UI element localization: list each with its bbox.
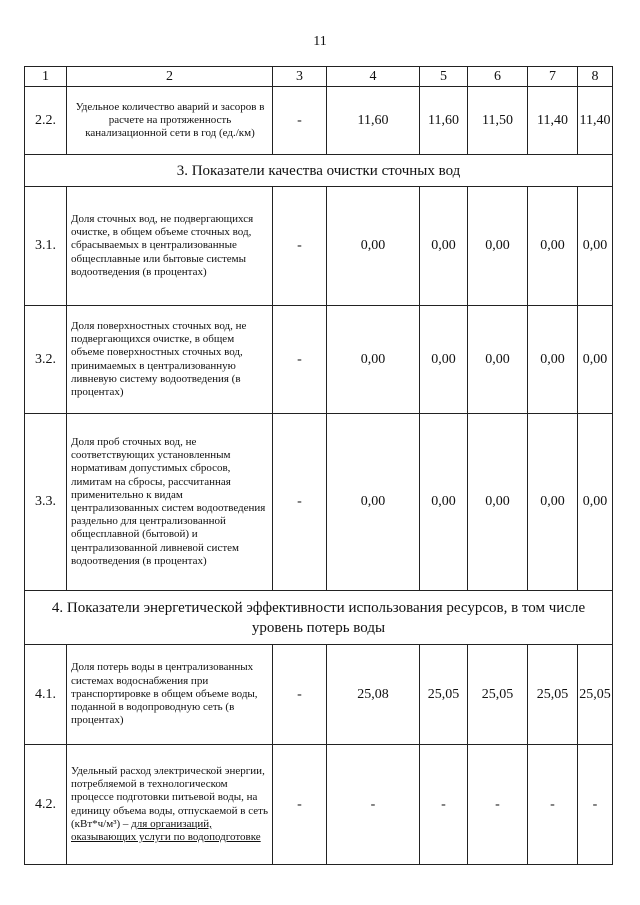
section-title: 3. Показатели качества очистки сточных вод [25,155,613,187]
value-cell: 0,00 [578,306,613,414]
page-number: 11 [313,34,327,49]
value-cell: 25,05 [420,645,468,745]
value-cell: 11,60 [420,87,468,155]
table-row [25,745,613,865]
value-cell: 0,00 [528,187,578,306]
row-description: Доля поверхностных сточных вод, не подвергающихся очистке, в общем объеме поверхностных сточных вод, принимаемых в централизованную ливневую систему водоотведения (в процентах) [67,306,273,414]
row-description: Доля потерь воды в централизованных системах водоснабжения при транспортировке в общем объеме воды, поданной в водопроводную сеть (в процентах) [67,645,273,745]
section-row [25,155,613,187]
indicators-table [24,66,613,865]
header-cell: 1 [25,67,67,87]
table-row [25,187,613,306]
value-cell: - [578,745,613,865]
row-description-text: Удельный расход электрической энергии, потребляемой в технологическом процессе подготовки питьевой воды, на единицу объема воды, отпускаемой в сеть (кВт*ч/м³) – [71,764,268,830]
row-unit: - [273,87,327,155]
row-unit: - [273,645,327,745]
value-cell: - [468,745,528,865]
section-row [25,591,613,645]
section-title: 4. Показатели энергетической эффективности использования ресурсов, в том числе уровень потерь воды [25,591,613,645]
row-number: 2.2. [25,87,67,155]
header-cell: 3 [273,67,327,87]
value-cell: 0,00 [468,414,528,591]
table-row [25,306,613,414]
value-cell: 25,05 [528,645,578,745]
header-cell: 4 [327,67,420,87]
row-number: 4.1. [25,645,67,745]
value-cell: - [420,745,468,865]
row-description: Доля проб сточных вод, не соответствующих установленным нормативам допустимых сбросов, лимитам на сбросы, рассчитанная применительно к видам централизованных систем водоотведения раздельно для централизованной общесплавной (бытовой) и централизованной ливневой систем водоотведения (в процентах) [67,414,273,591]
row-number: 4.2. [25,745,67,865]
header-row [25,67,613,87]
row-unit: - [273,414,327,591]
table-row [25,414,613,591]
value-cell: 11,40 [528,87,578,155]
row-number: 3.3. [25,414,67,591]
value-cell: 0,00 [468,306,528,414]
header-cell: 7 [528,67,578,87]
header-cell: 5 [420,67,468,87]
row-number: 3.2. [25,306,67,414]
value-cell: 0,00 [528,306,578,414]
value-cell: 0,00 [327,187,420,306]
row-description: Доля сточных вод, не подвергающихся очистке, в общем объеме сточных вод, сбрасываемых в централизованные общесплавные или бытовые системы водоотведения (в процентах) [67,187,273,306]
row-description-underlined: для организаций, оказывающих услуги по водоподготовке [71,817,261,843]
value-cell: - [528,745,578,865]
value-cell: 11,50 [468,87,528,155]
table-row [25,645,613,745]
value-cell: 0,00 [327,306,420,414]
row-unit: - [273,745,327,865]
value-cell: 0,00 [468,187,528,306]
header-cell: 8 [578,67,613,87]
row-number: 3.1. [25,187,67,306]
value-cell: 0,00 [578,414,613,591]
value-cell: 0,00 [420,414,468,591]
value-cell: 25,05 [468,645,528,745]
value-cell: 11,40 [578,87,613,155]
row-unit: - [273,187,327,306]
value-cell: 0,00 [420,306,468,414]
value-cell: 0,00 [327,414,420,591]
table-row [25,87,613,155]
value-cell: 0,00 [420,187,468,306]
row-description [67,745,273,865]
value-cell: 0,00 [528,414,578,591]
row-description: Удельное количество аварий и засоров в расчете на протяженность канализационной сети в год (ед./км) [67,87,273,155]
header-cell: 2 [67,67,273,87]
value-cell: 25,08 [327,645,420,745]
value-cell: 0,00 [578,187,613,306]
value-cell: - [327,745,420,865]
value-cell: 11,60 [327,87,420,155]
header-cell: 6 [468,67,528,87]
row-unit: - [273,306,327,414]
value-cell: 25,05 [578,645,613,745]
